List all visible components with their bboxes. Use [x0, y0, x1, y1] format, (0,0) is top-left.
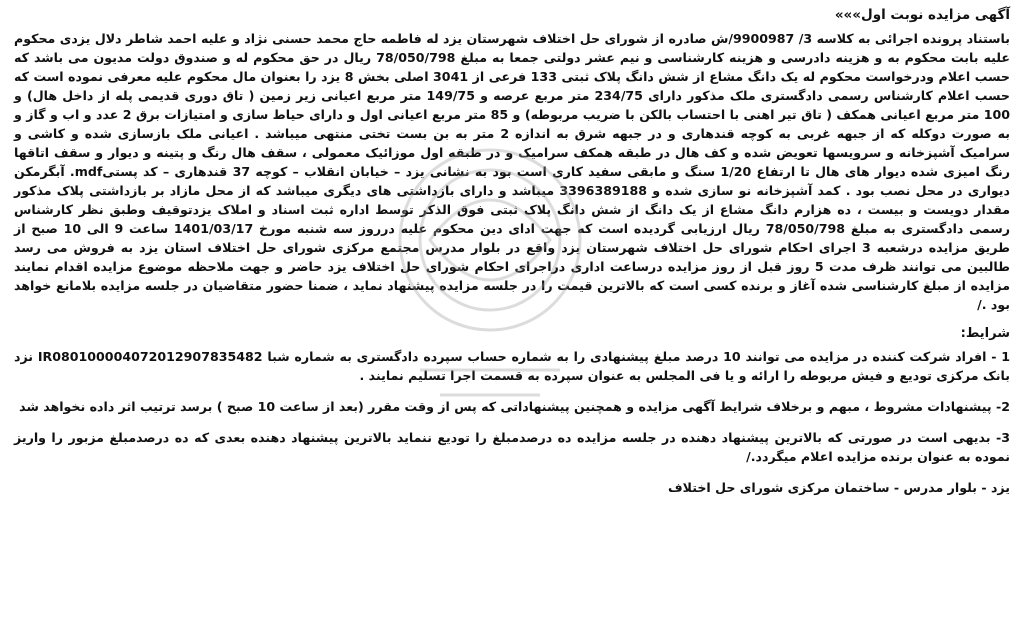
- notice-body: باستناد پرونده اجرائی به کلاسه 3/ 9900987/ش صادره از شورای حل اختلاف شهرستان یزد له فاطمه حاج محمد حسنی نژاد و علیه احمد شاطر دلال یزدی محکوم علیه بابت محکوم به و هزینه دادرسی و هزینه کارشناسی و نیم عشر دولتی جمعا به مبلغ 78/050/798 ریال در حق محکوم له و صندوق دولت مدیون می باشد که حسب اعلام ودرخواست محکوم له یک دانگ مشاع از شش دانگ پلاک ثبتی 133 فرعی از 3041 اصلی بخش 8 یزد را بعنوان مال محکوم علیه معرفی نموده است که حسب اعلام کارشناس رسمی دادگستری ملک مذکور دارای 234/75 متر مربع عرصه و 149/75 متر مربع اعیانی زیر زمین ( تاق دوری قدیمی پله از داخل هال) و 100 متر مربع اعیانی همکف ( تاق تیر اهنی با احتساب بالکن با ضریب مربوطه) و 85 متر مربع اعیانی اول و دارای حیاط سازی و امتیازات برق 2 عدد و اب و گاز و به صورت دوکله که از جبهه غربی به کوچه قندهاری و در جبهه شرق به اندازه 2 متر به بن بست تختی منتهی میباشد . اعیانی ملک بازسازی شده و کاشی و سرامیک آشپزخانه و سرویسها تعویض شده و کف هال در طبقه همکف سرامیک و در طبقه اول موزائیک معمولی ، سقف هال رنگ و پتینه و دیوار و سقف اتاقها رنگ امیزی شده دیوار های هال تا ارتفاع 1/20 سنگ و مابقی سفید کاری است بود به نشانی یزد – خیابان انقلاب – کوچه 37 قندهاری – کد پستیmdf. آبگرمکن دیواری در محل نصب بود . کمد آشپزخانه نو سازی شده و 3396389188 میباشد و دارای بازداشتی های دیگری میباشد که از محل مازاد بر بازداشتی پلاک مذکور مقدار دویست و بیست ، ده هزارم دانگ مشاع از یک دانگ از شش دانگ پلاک ثبتی فوق الذکر توسط اداره ثبت اسناد و املاک یزدتوقیف وطبق نظر کارشناس رسمی دادگستری به مبلغ 78/050/798 ریال ارزیابی گردیده است که جهت ادای دین محکوم علیه درروز سه شنبه مورخ 1401/03/17 ساعت 9 الی 10 صبح از طریق مزایده درشعبه 3 اجرای احکام شورای حل اختلاف شهرستان یزد واقع در بلوار مدرس مجتمع مرکزی شورای حل اختلاف استان یزد به فروش می رسد طالبین می توانند ظرف مدت 5 روز قبل از روز مزایده درساعت اداری دراجرای احکام شورای حل اختلاف یزد حاضر و جهت ملاحظه موضوع مزایده اقدام نمایند مزایده از مبلغ کارشناسی شده آغاز و برنده کسی است که بالاترین قیمت را در جلسه مزایده پیشنهاد نماید ، ضمنا حضور متقاضیان در جلسه مزایده بلامانع خواهد بود ./: [14, 31, 1011, 312]
- condition-item-3: 3- بدیهی است در صورتی که بالاترین پیشنهاد دهنده در جلسه مزایده ده درصدمبلغ را تودیع ننماید بالاترین پیشنهاد دهنده بعدی که ده درصدمبلغ مزبور را واریز نموده به عنوان برنده مزایده اعلام میگردد./: [14, 430, 1010, 464]
- condition-item-1: 1 - افراد شرکت کننده در مزایده می توانند 10 درصد مبلغ پیشنهادی را به شماره حساب سپرده دادگستری به شماره شبا IR080100004072012907835482 نزد بانک مرکزی توديع و فیش مربوطه را ارائه و یا فی المجلس به عنوان سپرده به قسمت اجرا تسلیم نمایند .: [14, 349, 1010, 383]
- conditions-heading: شرایط:: [960, 326, 1010, 341]
- condition-item-2: 2- پیشنهادات مشروط ، مبهم و برخلاف شرایط آگهی مزایده و همچنین پیشنهاداتی که پس از وقت مقرر (بعد از ساعت 10 صبح ) برسد ترتیب اثر داده نخواهد شد: [19, 399, 1010, 414]
- notice-title: آگهی مزایده نوبت اول»»»: [834, 7, 1010, 23]
- footer-address: یزد - بلوار مدرس - ساختمان مرکزی شورای حل اختلاف: [668, 480, 1010, 495]
